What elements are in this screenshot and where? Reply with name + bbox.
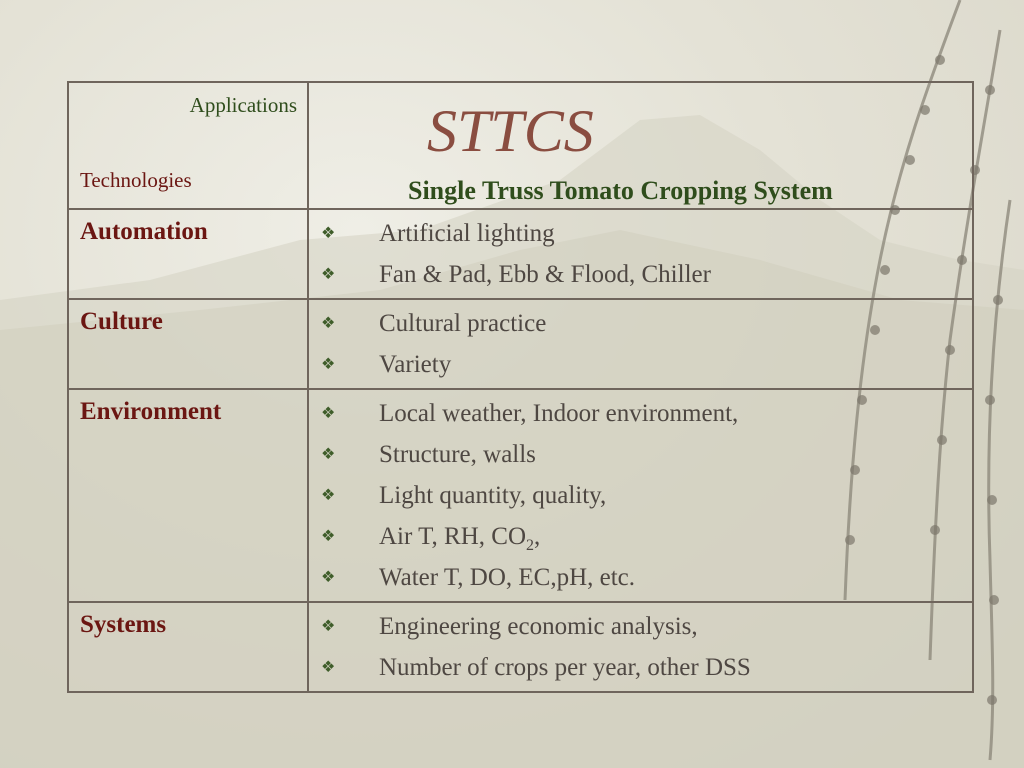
bullet-icon: ❖ [321, 405, 336, 422]
bullet-icon: ❖ [321, 225, 336, 242]
co2-item: Air T, RH, $CO_2$, [379, 523, 541, 554]
bullet-icon: ❖ [321, 356, 336, 373]
category-cell [68, 209, 308, 299]
slide-subtitle: Single Truss Tomato Cropping System [408, 176, 833, 205]
bullet-icon: ❖ [321, 618, 336, 635]
bullet-icon: ❖ [321, 528, 336, 545]
slide-title: STTCS [427, 98, 594, 164]
header-row [68, 82, 973, 209]
sttcs-table [67, 81, 974, 693]
list-item: ❖ Water T, DO, EC,pH, etc. [309, 560, 972, 601]
list-item [309, 519, 972, 560]
items-cell [308, 389, 973, 602]
category-environment: Environment [80, 398, 222, 425]
items-cell [308, 602, 973, 692]
list-item: ❖ Artificial lighting [309, 216, 972, 257]
category-cell [68, 299, 308, 389]
list-item: ❖ Variety [309, 347, 972, 388]
items-cell [308, 299, 973, 389]
technologies-label: Technologies [80, 168, 192, 192]
category-systems: Systems [80, 611, 167, 638]
bullet-icon: ❖ [321, 315, 336, 332]
bullet-icon: ❖ [321, 569, 336, 586]
bullet-icon: ❖ [321, 659, 336, 676]
header-title-cell [308, 82, 973, 209]
items-cell [308, 209, 973, 299]
bullet-icon: ❖ [321, 446, 336, 463]
list-item: ❖ Number of crops per year, other DSS [309, 650, 972, 691]
bullet-icon: ❖ [321, 266, 336, 283]
list-item: ❖ Local weather, Indoor environment, [309, 396, 972, 437]
category-automation: Automation [80, 218, 208, 245]
list-item: ❖ Cultural practice [309, 306, 972, 347]
category-culture: Culture [80, 308, 163, 335]
applications-label: Applications [189, 93, 297, 117]
table-row [68, 209, 973, 299]
table-row [68, 389, 973, 602]
bullet-icon: ❖ [321, 487, 336, 504]
list-item: ❖ Fan & Pad, Ebb & Flood, Chiller [309, 257, 972, 298]
list-item: ❖ Structure, walls [309, 437, 972, 478]
table-row [68, 602, 973, 692]
header-corner-cell [68, 82, 308, 209]
category-cell [68, 602, 308, 692]
list-item: ❖ Engineering economic analysis, [309, 609, 972, 650]
list-item: ❖ Light quantity, quality, [309, 478, 972, 519]
table-row [68, 299, 973, 389]
category-cell [68, 389, 308, 602]
